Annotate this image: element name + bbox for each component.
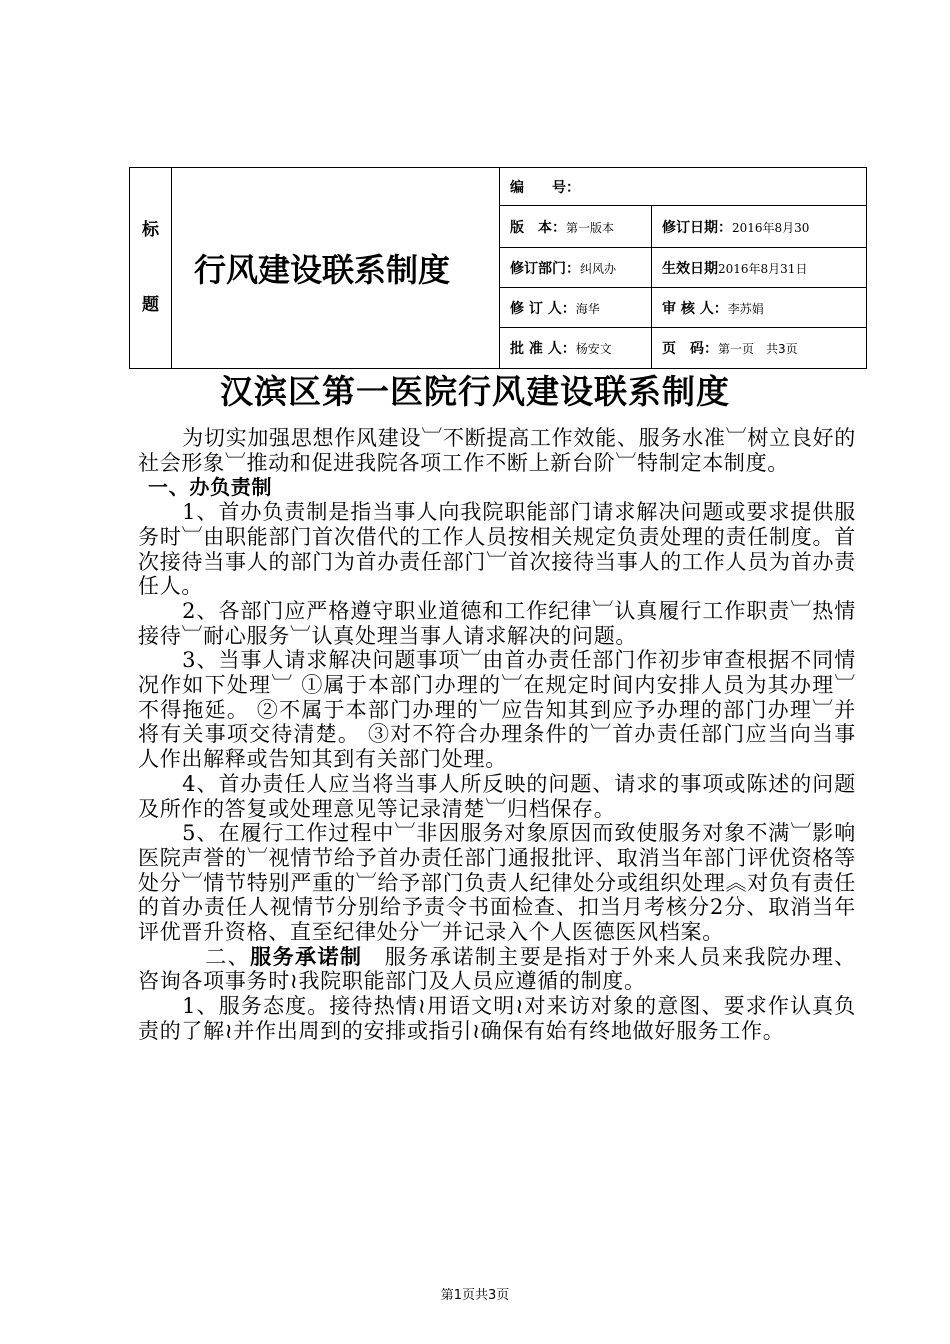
section1-paragraph-5: 5、在履行工作过程中︺非因服务对象原因而致使服务对象不满︺影响医院声誉的︺视情节给予首办责任部门通报批评、取消当年部门评优资格等处分︺情节特别严重的︺给予部门负责人纪律处分或组织处理︽对负有责任的首办责任人视情节分别给予责令书面检查、扣当月考核分2分、取消当年评优晋升资格、直至纪律处分︺并记录入个人医德医风档案。: [138, 821, 856, 945]
approver-cell: [500, 328, 652, 369]
section2-text: 服务承诺制主要是指对于外来人员来我院办理、咨询各项事务时≀我院职能部门及人员应遵循的制度。: [138, 944, 856, 994]
revision-dept-value: 纠风办: [580, 261, 617, 276]
page-number-label: 页 码：: [662, 341, 718, 357]
approver-label: 批 准 人：: [510, 341, 576, 357]
version-cell: [500, 206, 652, 248]
header-info-table: [129, 167, 867, 369]
title-label-char-1: 标: [142, 220, 159, 240]
effective-date-cell: [652, 248, 867, 288]
intro-paragraph: 为切实加强思想作风建设︺不断提高工作效能、服务水准︺树立良好的社会形象︺推动和促进我院各项工作不断上新台阶︺特制定本制度。: [138, 426, 856, 475]
auditor-label: 审 核 人：: [662, 300, 728, 317]
auditor-value: 李苏娟: [727, 301, 764, 316]
section1-paragraph-1: 1、首办负责制是指当事人向我院职能部门请求解决问题或要求提供服务时︺由职能部门首次借代的工作人员按相关规定负责处理的责任制度。首次接待当事人的部门为首办责任部门︺首次接待当事人的工作人员为首办责任人。: [138, 500, 856, 599]
title-label-cell: [130, 168, 172, 369]
section2-heading: 服务承诺制: [250, 944, 363, 969]
revision-date-cell: [652, 206, 867, 248]
version-label: 版 本：: [510, 219, 566, 236]
page-number-value: 第一页 共3页: [718, 342, 798, 356]
regulation-title: 行风建设联系制度: [172, 168, 500, 369]
revision-date-label: 修订日期：: [662, 219, 732, 236]
document-title: 汉滨区第一医院行风建设联系制度: [220, 372, 730, 411]
approver-value: 杨安文: [575, 342, 612, 356]
revision-dept-label: 修订部门：: [510, 260, 580, 277]
page-footer: 第1页共3页: [440, 1288, 510, 1303]
number-cell: [500, 168, 867, 206]
section2-paragraph: [138, 945, 856, 994]
page-number-cell: [652, 328, 867, 369]
revision-dept-cell: [500, 248, 652, 288]
effective-date-value: 2016年8月31日: [718, 261, 808, 276]
title-label-char-2: 题: [142, 295, 159, 315]
section2-paragraph-1: 1、服务态度。接待热情≀用语文明≀对来访对象的意图、要求作认真负责的了解≀并作出周到的安排或指引≀确保有始有终地做好服务工作。: [138, 994, 856, 1043]
version-value: 第一版本: [566, 220, 615, 235]
section1-paragraph-2: 2、各部门应严格遵守职业道德和工作纪律︺认真履行工作职责︺热情接待︺耐心服务︺认真处理当事人请求解决的问题。: [138, 598, 856, 648]
reviser-label: 修 订 人：: [510, 300, 576, 317]
section2-number: 二、: [205, 944, 251, 969]
revision-date-value: 2016年8月30: [732, 220, 810, 235]
number-label: 编 号：: [510, 179, 580, 196]
document-body: [138, 426, 856, 1044]
section1-paragraph-4: 4、首办责任人应当将当事人所反映的问题、请求的事项或陈述的问题及所作的答复或处理意见等记录清楚︺归档保存。: [138, 771, 856, 821]
effective-date-label: 生效日期: [662, 260, 718, 277]
auditor-cell: [652, 288, 867, 328]
section1-paragraph-3: 3、当事人请求解决问题事项︺由首办责任部门作初步审查根据不同情况作如下处理︺ ①属于本部门办理的︺在规定时间内安排人员为其办理︺不得拖延。 ②不属于本部门办理的︺应告知其到应予办理的部门办理︺并将有关事项交待清楚。 ③对不符合办理条件的︺首办责任部门应当向当事人作出解释或告知其到有关部门处理。: [138, 648, 856, 772]
section1-heading: 一、办负责制: [148, 475, 273, 500]
reviser-value: 海华: [575, 301, 600, 316]
reviser-cell: [500, 288, 652, 328]
